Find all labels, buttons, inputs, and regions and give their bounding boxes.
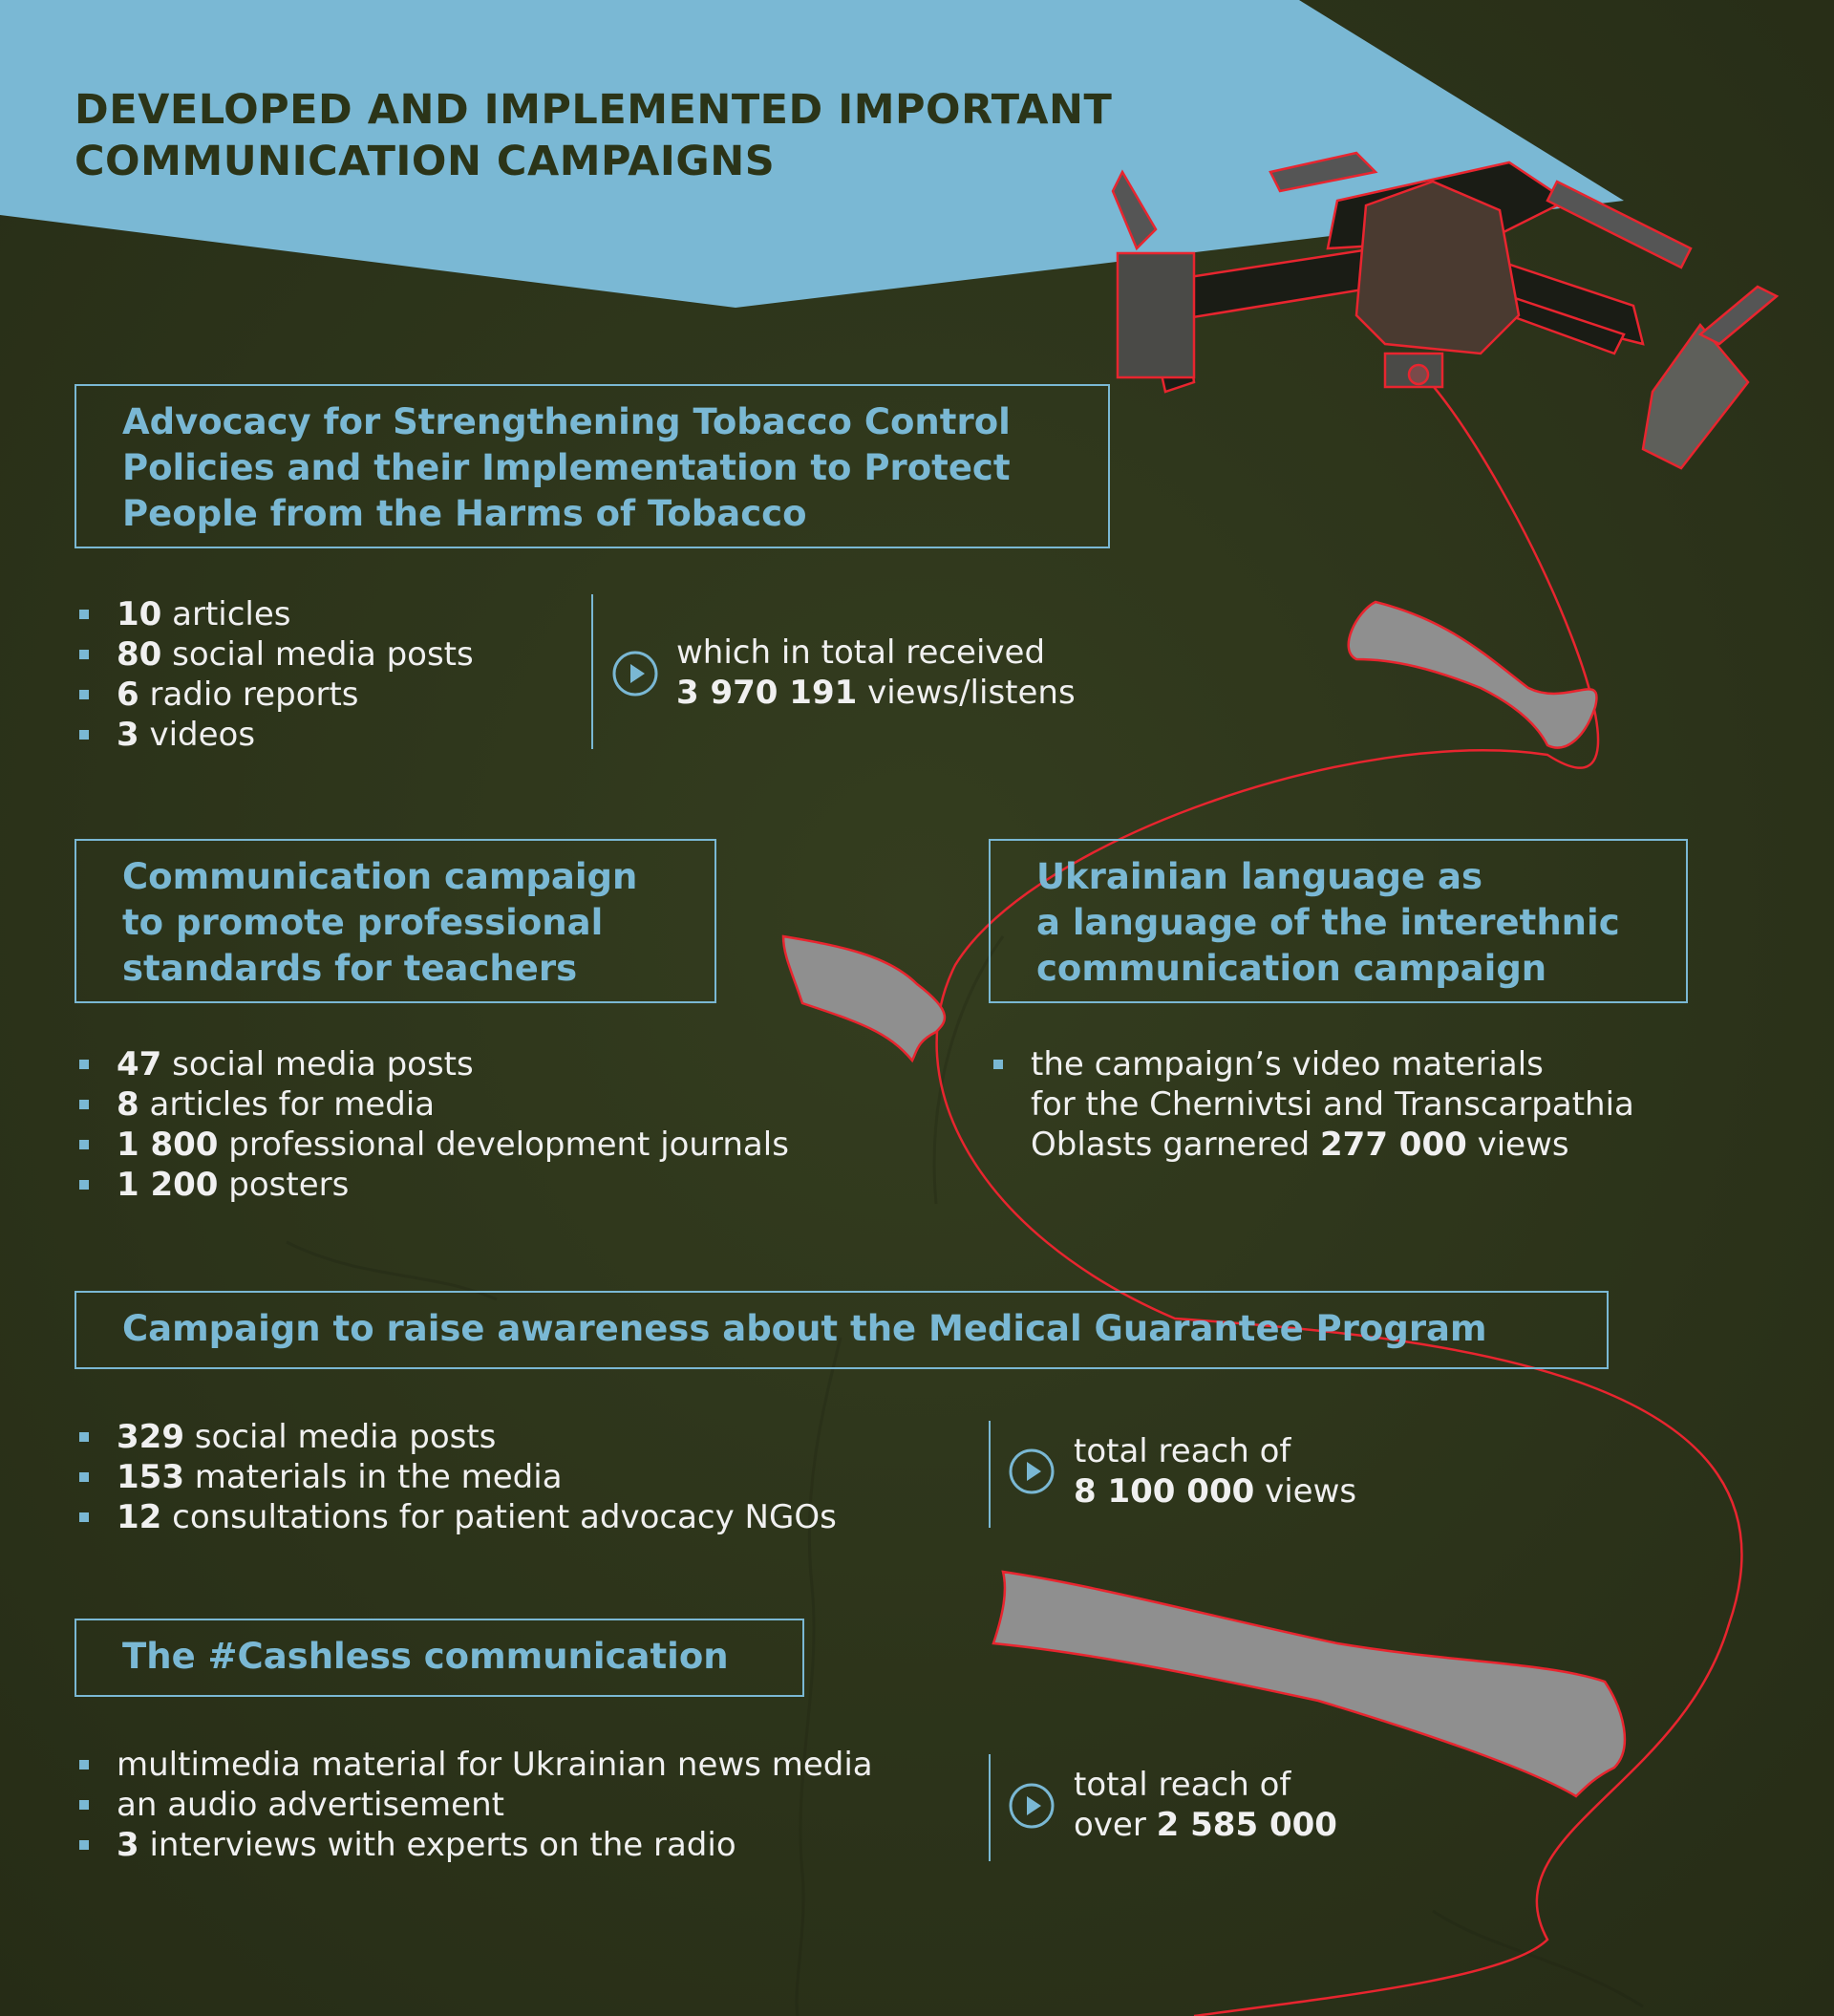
item-value: 1 800 — [117, 1126, 219, 1164]
list-item — [75, 1825, 873, 1865]
item-text: videos — [139, 716, 256, 754]
item-text: posters — [218, 1166, 350, 1204]
stat-line — [1074, 1805, 1337, 1845]
divider — [989, 1754, 991, 1861]
item-line: for the Chernivtsi and Transcarpathia — [1031, 1085, 1634, 1124]
list-item — [75, 715, 474, 755]
campaign-list-tobacco — [75, 594, 474, 755]
item-text: interviews with experts on the radio — [139, 1826, 736, 1864]
stat-line: total reach of — [1074, 1766, 1291, 1804]
campaign-list-teachers — [75, 1044, 789, 1205]
campaign-title-cashless — [75, 1619, 804, 1697]
campaign-title-line: communication campaign — [1036, 948, 1547, 989]
campaign-title-tobacco — [75, 384, 1110, 548]
page-title — [75, 84, 1112, 187]
item-value: 12 — [117, 1498, 162, 1536]
page-title-line-2: COMMUNICATION CAMPAIGNS — [75, 138, 776, 185]
stat-line — [676, 673, 1076, 713]
stat-line: total reach of — [1074, 1432, 1291, 1470]
stat-prefix: over — [1074, 1806, 1157, 1844]
item-value: 80 — [117, 635, 162, 674]
item-text: social media posts — [183, 1418, 497, 1456]
stat-value: 8 100 000 — [1074, 1472, 1255, 1511]
campaign-title-line: Campaign to raise awareness about the Medical Guarantee Program — [122, 1308, 1487, 1349]
list-item — [75, 675, 474, 715]
stat-line: which in total received — [676, 633, 1046, 672]
list-item — [75, 1497, 837, 1537]
campaign-title-line: a language of the interethnic — [1036, 902, 1620, 943]
campaign-title-line: Advocacy for Strengthening Tobacco Control — [122, 401, 1011, 442]
list-item — [75, 1125, 789, 1165]
item-suffix: views — [1466, 1126, 1569, 1164]
item-text: articles — [161, 595, 291, 633]
page-title-line-1: DEVELOPED AND IMPLEMENTED IMPORTANT — [75, 86, 1113, 134]
list-item — [75, 1044, 789, 1084]
play-circle-icon — [1008, 1448, 1056, 1495]
item-text: multimedia material for Ukrainian news media — [117, 1746, 873, 1784]
item-line: the campaign’s video materials — [1031, 1045, 1544, 1083]
list-item — [75, 1165, 789, 1205]
campaign-title-line: The #Cashless communication — [122, 1636, 729, 1677]
item-text: articles for media — [139, 1085, 436, 1124]
stat-value: 3 970 191 — [676, 674, 858, 712]
item-text: radio reports — [139, 676, 359, 714]
item-text: consultations for patient advocacy NGOs — [161, 1498, 837, 1536]
campaign-stat-cashless — [1074, 1765, 1337, 1845]
campaign-title-line: Policies and their Implementation to Protect — [122, 447, 1011, 488]
item-text: social media posts — [161, 635, 474, 674]
stat-value: 2 585 000 — [1156, 1806, 1337, 1844]
list-item — [75, 594, 474, 634]
campaign-title-line: People from the Harms of Tobacco — [122, 493, 807, 534]
campaign-list-cashless — [75, 1745, 873, 1865]
campaign-list-ukrainian-language — [989, 1044, 1634, 1165]
campaign-title-line: to promote professional — [122, 902, 604, 943]
list-item — [75, 1785, 873, 1825]
divider — [591, 594, 593, 749]
item-value: 3 — [117, 1826, 139, 1864]
list-item — [75, 1417, 837, 1457]
item-value: 3 — [117, 716, 139, 754]
item-value: 47 — [117, 1045, 162, 1083]
divider — [989, 1421, 991, 1528]
campaign-title-ukrainian-language — [989, 839, 1688, 1003]
item-value: 153 — [117, 1458, 184, 1496]
item-value: 8 — [117, 1085, 139, 1124]
item-text: professional development journals — [218, 1126, 789, 1164]
campaign-stat-medical-guarantee — [1074, 1431, 1356, 1512]
campaign-title-teachers — [75, 839, 716, 1003]
item-value: 277 000 — [1320, 1126, 1467, 1164]
list-item — [75, 1084, 789, 1125]
play-circle-icon — [1008, 1782, 1056, 1830]
campaign-list-medical-guarantee — [75, 1417, 837, 1537]
item-text: an audio advertisement — [117, 1786, 504, 1824]
item-text: materials in the media — [183, 1458, 563, 1496]
list-item — [75, 1457, 837, 1497]
item-value: 6 — [117, 676, 139, 714]
stat-suffix: views/listens — [857, 674, 1076, 712]
item-value: 1 200 — [117, 1166, 219, 1204]
stat-suffix: views — [1254, 1472, 1357, 1511]
stat-line — [1074, 1471, 1356, 1512]
list-item — [75, 634, 474, 675]
campaign-title-medical-guarantee — [75, 1291, 1609, 1369]
item-value: 10 — [117, 595, 162, 633]
play-circle-icon — [611, 650, 659, 697]
campaign-stat-tobacco — [676, 633, 1076, 713]
campaign-title-line: Ukrainian language as — [1036, 856, 1482, 897]
campaign-title-line: Communication campaign — [122, 856, 638, 897]
item-text: social media posts — [161, 1045, 474, 1083]
item-prefix: Oblasts garnered — [1031, 1126, 1320, 1164]
campaign-title-line: standards for teachers — [122, 948, 578, 989]
item-value: 329 — [117, 1418, 184, 1456]
item-line — [1031, 1125, 1634, 1165]
list-item — [75, 1745, 873, 1785]
list-item — [989, 1044, 1634, 1165]
